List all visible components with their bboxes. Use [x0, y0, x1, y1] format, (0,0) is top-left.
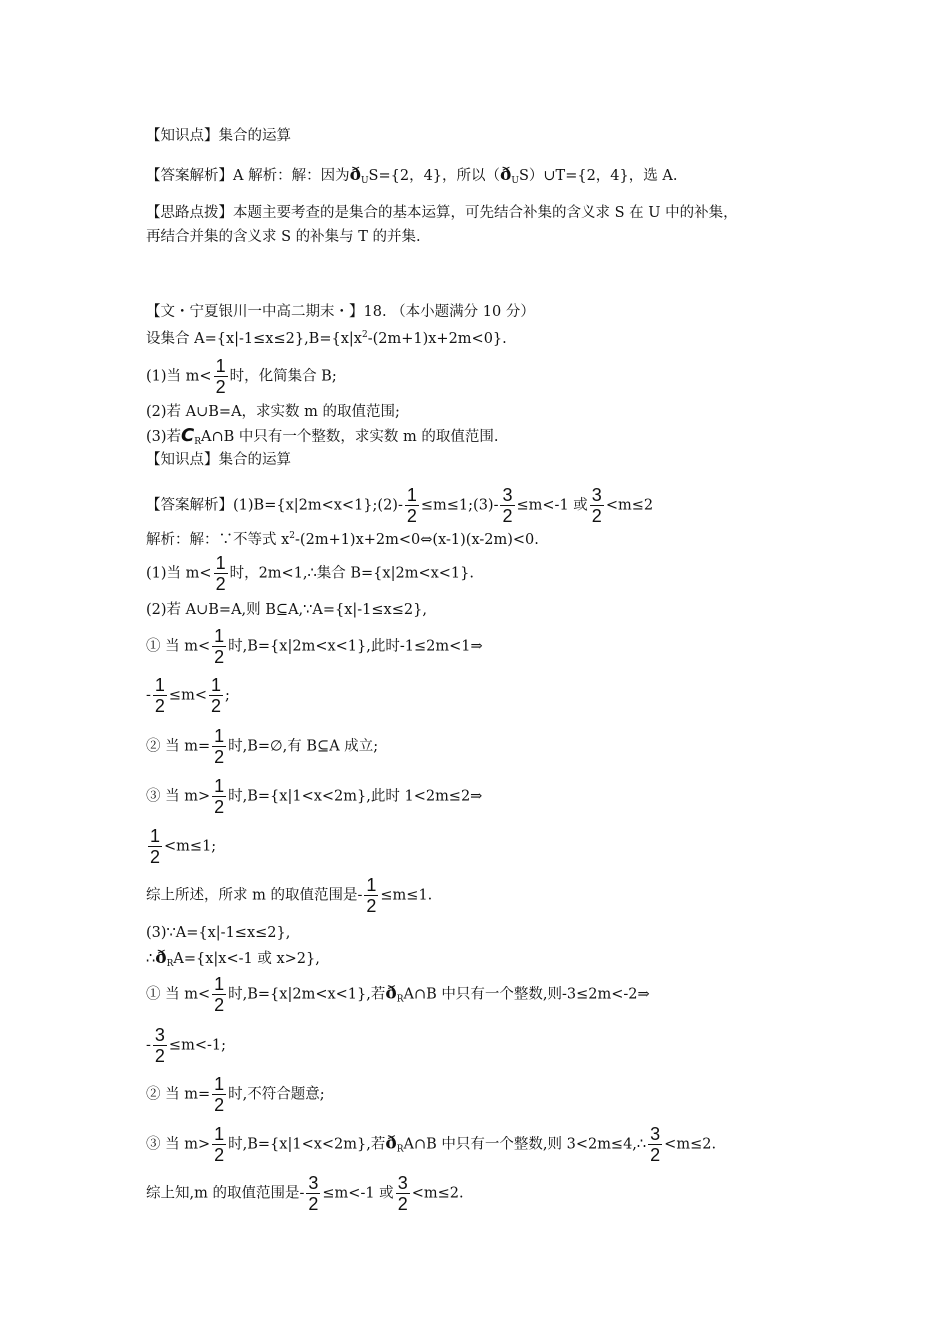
complement-symbol: ð	[385, 983, 397, 1004]
denominator: 2	[154, 696, 165, 716]
fraction	[209, 675, 223, 716]
denominator: 2	[214, 1095, 225, 1115]
numerator: 1	[406, 485, 417, 505]
text: <m≤2.	[664, 1136, 717, 1153]
complement-symbol: ð	[349, 165, 361, 185]
subscript-u: U	[511, 176, 519, 186]
text: ;	[225, 687, 230, 704]
subscript-r: R	[194, 437, 202, 447]
fraction	[396, 1173, 410, 1214]
numerator: 3	[502, 485, 513, 505]
fraction	[212, 626, 226, 667]
denominator: 2	[502, 506, 513, 526]
fraction	[364, 875, 378, 916]
numerator: 1	[214, 776, 225, 796]
text: ① 当 m<	[146, 638, 211, 655]
fraction	[405, 485, 419, 526]
numerator: 1	[214, 1074, 225, 1094]
problem-header: 【文・宁夏银川一中高二期末・】18. （本小题满分 10 分）	[146, 304, 535, 320]
complement-c-symbol: C	[181, 425, 195, 446]
text: ≤m<-1 或	[322, 1185, 394, 1202]
text: ≤m<	[168, 687, 207, 704]
denominator: 2	[366, 896, 377, 916]
solution-line-15	[146, 1124, 716, 1165]
text: S）∪T={2，4}，选 A.	[518, 168, 678, 184]
numerator: 3	[650, 1124, 661, 1144]
text: -	[146, 687, 151, 704]
superscript: 2	[289, 531, 296, 541]
numerator: 1	[214, 626, 225, 646]
numerator: 3	[591, 485, 602, 505]
text: ≤m<-1;	[168, 1037, 226, 1054]
solution-line-9	[146, 875, 432, 916]
denominator: 2	[406, 506, 417, 526]
fraction	[148, 826, 162, 867]
numerator: 1	[214, 1124, 225, 1144]
denominator: 2	[397, 1194, 408, 1214]
denominator: 2	[650, 1145, 661, 1165]
fraction	[306, 1173, 320, 1214]
subscript-r: R	[396, 1144, 404, 1155]
text: 解析：解：∵不等式 x	[146, 532, 290, 548]
numerator: 1	[366, 875, 377, 895]
text: <m≤2.	[411, 1185, 464, 1202]
subscript-r: R	[396, 994, 404, 1005]
text: 时,B=∅,有 B⊆A 成立;	[228, 738, 379, 755]
text: 【答案解析】(1)B={x|2m<x<1};(2)-	[146, 497, 403, 514]
fraction	[212, 726, 226, 767]
fraction	[153, 1025, 167, 1066]
solution-line-13	[146, 1025, 226, 1066]
solution-line-16	[146, 1173, 464, 1214]
fraction	[648, 1124, 662, 1165]
numerator: 1	[154, 675, 165, 695]
text: ③ 当 m>	[146, 1136, 211, 1153]
set-definition	[146, 325, 507, 349]
question-3	[146, 426, 499, 452]
text: <m≤2	[605, 497, 654, 514]
solution-line-11	[146, 948, 320, 974]
numerator: 3	[154, 1025, 165, 1045]
answer-analysis-1	[146, 165, 677, 191]
text: 时,B={x|1<x<2m},此时 1<2m≤2⇒	[228, 788, 483, 805]
text: 时,不符合题意;	[228, 1086, 325, 1103]
hint-line-2: 再结合并集的含义求 S 的补集与 T 的并集.	[146, 229, 421, 245]
denominator: 2	[308, 1194, 319, 1214]
denominator: 2	[214, 647, 225, 667]
numerator: 1	[214, 726, 225, 746]
complement-symbol: ð	[385, 1133, 397, 1154]
denominator: 2	[154, 1046, 165, 1066]
solution-line-14	[146, 1074, 325, 1115]
text: -	[146, 1037, 151, 1054]
knowledge-point-1: 【知识点】集合的运算	[146, 128, 291, 144]
text: ∴	[146, 951, 156, 967]
complement-symbol: ð	[500, 165, 512, 185]
text: ≤m≤1.	[380, 887, 433, 904]
knowledge-point-2: 【知识点】集合的运算	[146, 452, 291, 468]
text: -(2m+1)x+2m<0}.	[367, 331, 507, 347]
text: (1)当 m<	[146, 368, 212, 385]
text: (1)当 m<	[146, 565, 212, 582]
fraction	[214, 356, 228, 397]
denominator: 2	[210, 696, 221, 716]
denominator: 2	[215, 574, 226, 594]
solution-line-7	[146, 776, 482, 817]
text: 【答案解析】A 解析：解：因为	[146, 168, 350, 184]
text: ② 当 m=	[146, 1086, 211, 1103]
denominator: 2	[214, 747, 225, 767]
text: ③ 当 m>	[146, 788, 211, 805]
solution-line-12	[146, 974, 650, 1015]
text: A∩B 中只有一个整数，求实数 m 的取值范围.	[201, 429, 499, 445]
text: S={2，4}，所以（	[368, 168, 501, 184]
denominator: 2	[591, 506, 602, 526]
fraction	[500, 485, 514, 526]
solution-line-2	[146, 553, 474, 594]
text: ≤m<-1 或	[516, 497, 588, 514]
text: 综上知,m 的取值范围是-	[146, 1185, 305, 1202]
text: 时，化简集合 B;	[229, 368, 337, 385]
text: ≤m≤1;(3)-	[420, 497, 499, 514]
denominator: 2	[214, 995, 225, 1015]
fraction	[590, 485, 604, 526]
fraction	[153, 675, 167, 716]
solution-line-6	[146, 726, 378, 767]
solution-line-3: (2)若 A∪B=A,则 B⊆A,∵A={x|-1≤x≤2},	[146, 602, 427, 618]
text: A∩B 中只有一个整数,则-3≤2m<-2⇒	[403, 986, 650, 1003]
text: ② 当 m=	[146, 738, 211, 755]
numerator: 3	[397, 1173, 408, 1193]
complement-symbol: ð	[155, 948, 167, 968]
fraction	[212, 974, 226, 1015]
numerator: 3	[308, 1173, 319, 1193]
numerator: 1	[215, 553, 226, 573]
denominator: 2	[215, 377, 226, 397]
fraction	[212, 1124, 226, 1165]
superscript: 2	[361, 330, 368, 340]
solution-line-4	[146, 626, 483, 667]
text: ① 当 m<	[146, 986, 211, 1003]
text: A∩B 中只有一个整数,则 3<2m≤4,∴	[403, 1136, 647, 1153]
text: 时,B={x|2m<x<1},若	[228, 986, 386, 1003]
subscript-r: R	[166, 959, 174, 969]
solution-line-5	[146, 675, 230, 716]
text: 综上所述，所求 m 的取值范围是-	[146, 887, 363, 904]
denominator: 2	[214, 1145, 225, 1165]
answer-analysis-2	[146, 485, 653, 526]
numerator: 1	[210, 675, 221, 695]
text: 设集合 A={x|-1≤x≤2},B={x|x	[146, 331, 362, 347]
text: -(2m+1)x+2m<0⇔(x-1)(x-2m)<0.	[295, 532, 539, 548]
denominator: 2	[214, 797, 225, 817]
fraction	[214, 553, 228, 594]
fraction	[212, 1074, 226, 1115]
numerator: 1	[215, 356, 226, 376]
numerator: 1	[150, 826, 161, 846]
text: A={x|x<-1 或 x>2},	[173, 951, 320, 967]
question-2: (2)若 A∪B=A，求实数 m 的取值范围;	[146, 404, 400, 420]
text: <m≤1;	[164, 838, 217, 855]
solution-line-8	[146, 826, 216, 867]
text: 时，2m<1,∴集合 B={x|2m<x<1}.	[229, 565, 474, 582]
text: 时,B={x|2m<x<1},此时-1≤2m<1⇒	[228, 638, 483, 655]
subscript-u: U	[360, 176, 369, 186]
solution-line-10: (3)∵A={x|-1≤x≤2},	[146, 925, 291, 941]
text: 时,B={x|1<x<2m},若	[228, 1136, 386, 1153]
hint-line-1: 【思路点拨】本题主要考查的是集合的基本运算，可先结合补集的含义求 S 在 U 中的补集，	[146, 205, 738, 221]
numerator: 1	[214, 974, 225, 994]
solution-line-1	[146, 526, 539, 550]
denominator: 2	[150, 847, 161, 867]
fraction	[212, 776, 226, 817]
text: (3)若	[146, 429, 182, 445]
question-1	[146, 356, 337, 397]
